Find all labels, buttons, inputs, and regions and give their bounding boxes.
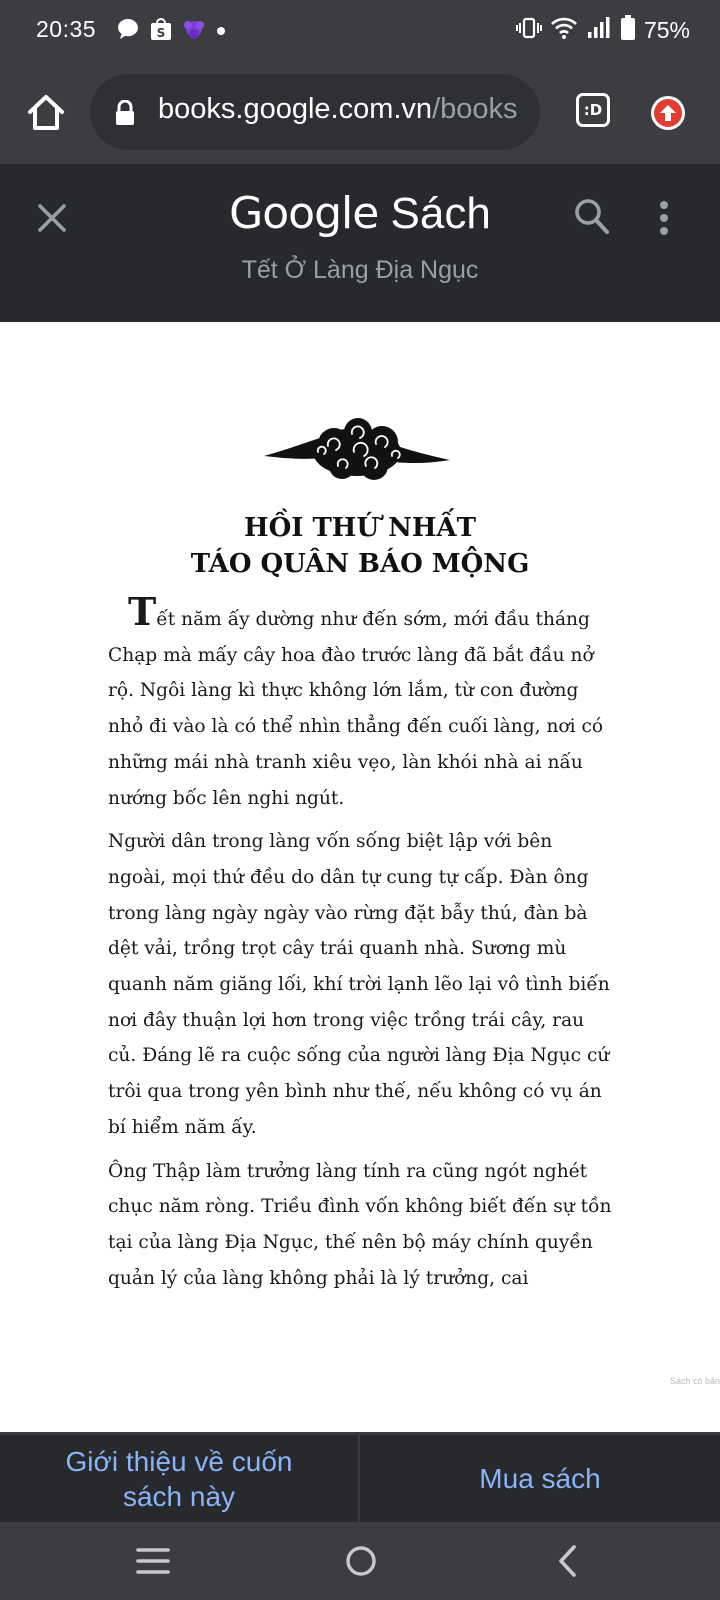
svg-text:S: S [156, 26, 166, 40]
buy-book-button[interactable]: Mua sách [479, 1463, 601, 1494]
battery-icon [620, 15, 636, 46]
paragraph [108, 589, 614, 816]
vibrate-icon [516, 16, 542, 45]
dropcap: T [128, 589, 157, 634]
more-vert-icon [659, 200, 669, 236]
search-button[interactable] [574, 198, 610, 236]
status-bar [0, 0, 720, 62]
signal-icon [586, 16, 612, 45]
chapter-heading [0, 510, 720, 582]
url-host: books.google.com.vn [158, 93, 433, 125]
browser-toolbar [0, 62, 720, 164]
home-nav-button[interactable] [345, 1545, 377, 1582]
paragraph-1-text: ết năm ấy dường như đến sớm, mới đầu tháng Chạp mà mấy cây hoa đào trước làng đã bắt đầu nở rộ. Ngôi làng kì thực không lớn lắm, từ con đường nhỏ đi vào là có thể nhìn thẳng đến cuối làng, nơi có những mái nhà tranh xiêu vẹo, làn khói nhà ai nấu nướng bốc lên nghi ngút. [108, 609, 604, 809]
status-time: 20:35 [36, 16, 97, 42]
chapter-number: HỒI THỨ NHẤT [244, 513, 476, 543]
navigation-bar [0, 1522, 720, 1600]
home-button[interactable] [24, 90, 68, 134]
logo-brand: Google [229, 188, 379, 239]
paragraph: Ông Thập làm trưởng làng tính ra cũng ngót nghét chục năm ròng. Triều đình vốn không biết đến sự tồn tại của làng Địa Ngục, thế nên bộ máy chính quyền quản lý của làng không phải là lý trưởng, cai [108, 1160, 612, 1289]
system-status [516, 15, 690, 46]
wifi-icon [550, 16, 578, 45]
back-button[interactable] [556, 1544, 578, 1583]
url-path: /books [432, 93, 518, 125]
paragraph: Người dân trong làng vốn sống biệt lập với bên ngoài, mọi thứ đều do dân tự cung tự cấp. Đàn ông trong làng ngày ngày vào rừng đặt bẫy thú, đàn bà dệt vải, trồng trọt cây trái quanh nhà. Sương mù quanh năm giăng lối, khí trời lạnh lẽo lại vô tình biến nơi đây thuận lợi hơn trong việc trồng trái cây, rau củ. Đáng lẽ ra cuộc sống của người làng Địa Ngục cứ trôi qua trong yên bình như thế, nếu không có vụ án bí hiểm năm ấy. [108, 831, 610, 1138]
tab-switcher-button[interactable]: :D [576, 93, 610, 127]
book-page[interactable] [0, 322, 720, 1432]
recent-apps-button[interactable] [136, 1546, 170, 1581]
book-text [108, 589, 614, 1304]
menu-icon [136, 1546, 170, 1576]
lock-icon [114, 100, 136, 131]
circle-home-icon [345, 1545, 377, 1577]
chat-bubble-icon [116, 17, 140, 46]
home-icon [24, 90, 68, 134]
books-header [0, 164, 720, 322]
watermark: Sách có bản [669, 1376, 720, 1386]
chapter-title: TÁO QUÂN BÁO MỘNG [190, 549, 530, 579]
about-book-button[interactable]: Giới thiệu về cuốn sách này [65, 1446, 293, 1512]
address-bar[interactable] [90, 74, 540, 150]
upload-arrow-icon [651, 96, 685, 130]
extension-button[interactable] [651, 96, 685, 130]
google-books-logo [0, 188, 720, 239]
logo-product: Sách [390, 189, 491, 238]
url-text [158, 93, 518, 126]
battery-percent: 75% [643, 17, 690, 43]
lotus-icon [182, 18, 206, 45]
back-chevron-icon [556, 1544, 578, 1578]
cloud-ornament-icon [262, 418, 452, 484]
book-title: Tết Ở Làng Địa Ngục [241, 256, 479, 284]
notification-icons [116, 17, 226, 46]
shopee-icon [150, 17, 172, 46]
search-icon [574, 198, 610, 236]
dot-icon [216, 23, 226, 41]
action-bar [0, 1432, 720, 1522]
more-options-button[interactable] [659, 200, 669, 236]
